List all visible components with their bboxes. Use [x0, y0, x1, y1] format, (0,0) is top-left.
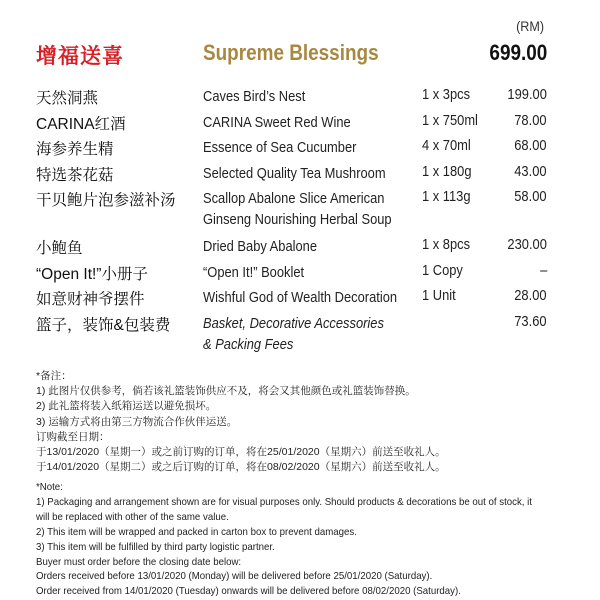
item-quantity: 4 x 70ml: [422, 137, 471, 154]
currency-label: (RM): [516, 18, 544, 34]
note-line-chinese: 1) 此图片仅供参考，倘若该礼篮装饰供应不及，将会又其他颜色或礼篮装饰替换。: [36, 385, 416, 398]
table-row: [0, 133, 600, 159]
table-row: [0, 283, 600, 309]
item-price: 58.00: [514, 188, 547, 205]
total-price: 699.00: [489, 40, 547, 65]
note-line-chinese: 3) 运输方式将由第三方物流合作伙伴运送。: [36, 415, 238, 428]
notes-english: [36, 480, 532, 599]
item-name-english: [203, 262, 384, 283]
note-line-chinese: 于13/01/2020（星期一）或之前订购的订单，将在25/01/2020（星期六）前送至收礼人。: [36, 446, 446, 459]
note-line-english: 2) This item will be wrapped and packed in carton box to prevent damages.: [36, 525, 357, 538]
item-name-english: [203, 163, 384, 184]
item-price: 73.60: [514, 312, 547, 330]
item-name-english-line: CARINA Sweet Red Wine: [203, 113, 351, 131]
table-row: [0, 232, 600, 258]
product-header: [0, 0, 600, 80]
item-name-chinese: 特选茶花菇: [36, 166, 114, 184]
table-row: [0, 258, 600, 284]
item-name-english-line: Caves Bird’s Nest: [203, 88, 306, 105]
item-name-chinese: 天然洞燕: [36, 90, 99, 107]
note-line-english: Orders received before 13/01/2020 (Monday) will be delivered before 25/01/2020 (Saturday).: [36, 570, 433, 583]
item-name-chinese: 干贝鲍片泡参滋补汤: [36, 192, 176, 209]
table-row: [0, 108, 600, 134]
product-title-chinese: 增福送喜: [36, 45, 124, 68]
item-name-english: [203, 86, 384, 107]
item-name-chinese: 如意财神爷摆件: [36, 291, 145, 308]
note-line-chinese: 订购截至日期：: [36, 430, 110, 443]
item-name-english-line: Basket, Decorative Accessories: [203, 314, 384, 332]
item-name-english-line: & Packing Fees: [203, 335, 294, 353]
note-line-english: 1) Packaging and arrangement shown are for visual purposes only. Should products & decorations be out of stock, it: [36, 495, 532, 508]
product-title-english: Supreme Blessings: [203, 40, 379, 65]
table-row: [0, 184, 600, 232]
note-line-english: will be replaced with other of the same value.: [36, 510, 229, 523]
item-quantity: 1 x 750ml: [422, 111, 478, 129]
note-line-english: *Note:: [36, 481, 63, 493]
item-name-english: [203, 313, 384, 355]
item-name-english: [203, 236, 384, 257]
item-price: 199.00: [507, 86, 547, 103]
item-name-english: [203, 188, 392, 230]
item-quantity: 1 x 3pcs: [422, 86, 471, 103]
item-name-chinese: CARINA红酒: [36, 115, 126, 133]
item-name-chinese: 小鲍鱼: [36, 240, 83, 257]
item-name-english-line: Wishful God of Wealth Decoration: [203, 289, 398, 306]
item-price: 28.00: [514, 287, 547, 304]
item-name-chinese: 篮子，装饰&包装费: [36, 316, 171, 334]
item-name-english-line: Selected Quality Tea Mushroom: [203, 164, 386, 182]
note-line-chinese: 于14/01/2020（星期二）或之后订购的订单，将在08/02/2020（星期六）前送至收礼人。: [36, 461, 446, 474]
item-list: [0, 82, 600, 355]
item-price: –: [539, 261, 547, 279]
note-line-chinese: *备注：: [36, 370, 72, 382]
table-row: [0, 309, 600, 355]
note-line-chinese: 2) 此礼篮将装入纸箱运送以避免损坏。: [36, 400, 217, 413]
table-row: [0, 82, 600, 108]
note-line-english: Order received from 14/01/2020 (Tuesday) onwards will be delivered before 08/02/2020 (Saturday).: [36, 585, 461, 598]
item-price: 78.00: [514, 111, 547, 129]
item-price: 43.00: [514, 162, 547, 180]
item-name-english: [203, 137, 384, 158]
item-quantity: 1 x 180g: [422, 162, 472, 180]
item-name-english-line: Dried Baby Abalone: [203, 238, 318, 255]
item-name-english: [203, 287, 398, 308]
table-row: [0, 159, 600, 185]
item-name-english-line: Scallop Abalone Slice American: [203, 190, 385, 207]
item-name-chinese: “Open It!”小册子: [36, 265, 148, 283]
item-quantity: 1 Copy: [422, 261, 463, 279]
notes-chinese: [36, 369, 446, 475]
note-line-english: Buyer must order before the closing date below:: [36, 555, 242, 568]
item-name-english: [203, 112, 384, 133]
item-name-english-line: Essence of Sea Cucumber: [203, 139, 357, 156]
item-quantity: 1 x 113g: [422, 188, 471, 205]
item-price: 68.00: [514, 137, 547, 154]
item-price: 230.00: [507, 236, 547, 253]
note-line-english: 3) This item will be fulfilled by third party logistic partner.: [36, 540, 275, 553]
item-name-chinese: 海参养生精: [36, 141, 114, 158]
item-quantity: 1 x 8pcs: [422, 236, 471, 253]
item-name-english-line: Ginseng Nourishing Herbal Soup: [203, 211, 392, 228]
item-name-english-line: “Open It!” Booklet: [203, 263, 305, 281]
item-quantity: 1 Unit: [422, 287, 456, 304]
